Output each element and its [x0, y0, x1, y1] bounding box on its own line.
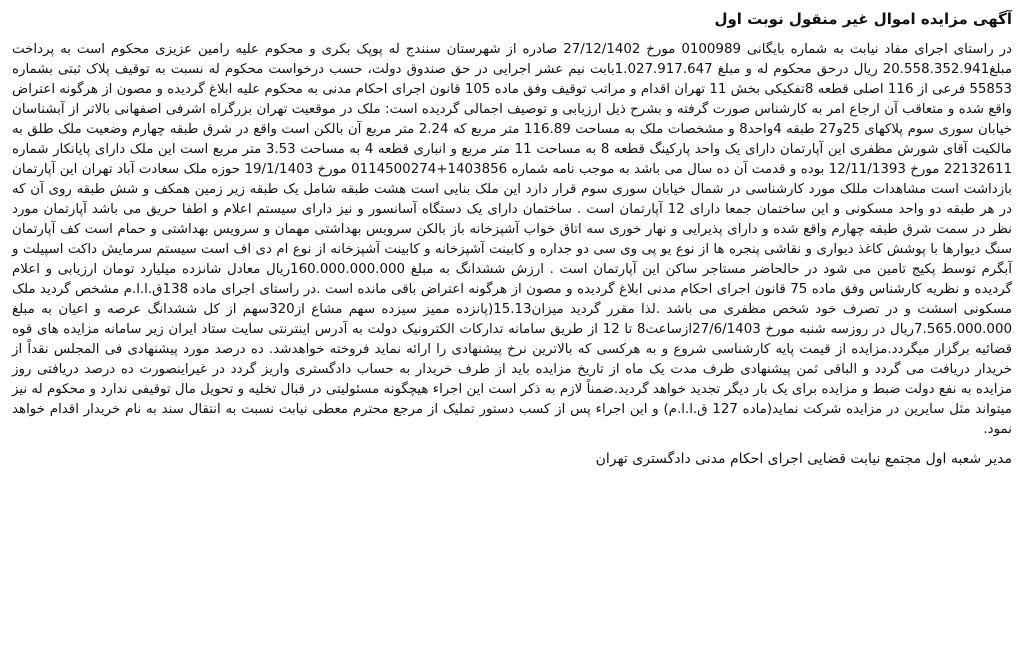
- notice-title: آگهی مزایده اموال غیر منقول نوبت اول: [714, 10, 1012, 28]
- notice-signature: مدیر شعبه اول مجتمع نیابت قضایی اجرای احکام مدنی دادگستری تهران: [595, 451, 1012, 467]
- notice-body: در راستای اجرای مفاد نیابت به شماره بایگانی 0100989 مورخ 27/12/1402 صادره از شهرستان سنندج له پوپک بکری و محکوم علیه رامین عزیزی محکوم است به پرداخت مبلغ20.558.352.941 ریال درحق محکوم له و مبلغ 1.027.917.647بابت نیم عشر اجرایی در حق صندوق دولت، حسب درخواست محکوم له نسبت به توقیف پلاک ثبتی بشماره 55853 فرعی از 116 اصلی قطعه 8تفکیکی بخش 11 تهران اقدام و مراتب توقیف وفق ماده 105 قانون اجرای احکام مدنی به محکوم علیه ابلاغ گردیده و مصون از هرگونه اعتراض واقع شده و متعاقب آن ارجاع امر به کارشناس صورت گرفته و بشرح ذیل ارزیابی و توصیف اجمالی گردیده است: ملک در موقعیت تهران بزرگراه اشرفی اصفهانی بالاتر از آبشناسان خیابان سوری سوم پلاکهای 25و27 طبقه 4واحد8 و مشخصات ملک به مساحت 116.89 متر مربع که 2.24 متر مربع آن بالکن است واقع در شرق طبقه چهارم وضعیت ملک طلق به مالکیت آقای شورش مظفری این آپارتمان دارای یک واحد پارکینگ قطعه 8 به مساحت 11 متر مربع و انباری قطعه 4 به مساحت 3.53 متر مربع است این ملک دارای پایانکار شماره 22132611 مورخ 12/11/1393 بوده و قدمت آن ده سال می باشد به موجب نامه شماره 1403856+0114500274 مورخ 19/1/1403 حوزه ملک سعادت آباد تهران این آپارتمان بازداشت است مشاهدات مللک مورد کارشناسی در شمال خیابان سوری سوم قرار دارد این ملک بنایی است هشت طبقه شامل یک طبقه زیر زمین همکف و شش طبقه روی آن که در هر طبقه دو واحد مسکونی و این ساختمان جمعا دارای 12 آپارتمان است . ساختمان دارای یک دستگاه آسانسور و نیز دارای سیستم اعلام و اطفا حریق می باشد آپارتمان مورد نظر در سمت شرق طبقه چهارم واقع شده و دارای پذیرایی و نهار خوری سه اتاق خواب آشپزخانه باز بالکن سرویس بهداشتی مهمان و سرویس بهداشتی و حمام است کف آپارتمان سنگ دیوارها با پوشش کاغذ دیواری و نقاشی پنجره ها از نوع یو پی وی سی دو جداره و کابینت آشپزخانه و کابینت آشپزخانه از نوع ام دی اف است سیستم سرمایش داکت اسپیلت و آبگرم توسط پکیج تامین می شود در حالحاضر مستاجر ساکن این آپارتمان است . ارزش ششدانگ به مبلغ 160.000.000.000ریال معادل شانزده میلیارد تومان ارزیابی و اعلام گردیده و نظریه کارشناس وفق ماده 75 قانون اجرای احکام مدنی ابلاغ گردیده و مصون از هرگونه اعتراض باقی مانده است .در راستای اجرای ماده 138ق.ا.ا.م مشخص گردید ملک مسکونی اسشت و در تصرف خود شخص مظفری می باشد .لذا مقرر گردید میزان15.13(پانزده ممیز سیزده سهم مشاع از320سهم از کل ششدانگ عرصه و اعیان به مبلغ 7.565.000.000ریال در روزسه شنبه مورخ 27/6/1403ازساعت8 تا 12 از طریق سامانه تدارکات الکترونیک دولت به آدرس اینترنتی سایت ستاد ایران زیر سامانه مزایده های قوه قضائیه برگزار میگردد.مزایده از قیمت پایه کارشناسی شروع و به هرکسی که بالاترین نرخ پیشنهادی را ارائه نماید فروخته خواهدشد. ده درصد مورد پیشنهادی فی المجلس نقداً از خریدار دریافت می گردد و الباقی ثمن پیشنهادی ظرف مدت یک ماه از تاریخ مزایده باید از طرف خریدار به حساب دادگستری واریز گردد در غیراینصورت ده درصد دریافتی روز مزایده به نفع دولت ضبط و مزایده برای یک بار دیگر تجدید خواهد گردید.ضمناً لازم به ذکر است این اجراء هیچگونه مسئولیتی در قبال تخلیه و تحویل مال توقیفی ندارد و محکوم له نیز میتواند مثل سایرین در مزایده شرکت نماید(ماده 127 ق.ا.ا.م) و این اجراء پس از کسب دستور تملیک از مرجع محترم معطی نیابت نسبت به انتقال سند به نام خریدار اقدام خواهد نمود.: [12, 42, 1013, 437]
